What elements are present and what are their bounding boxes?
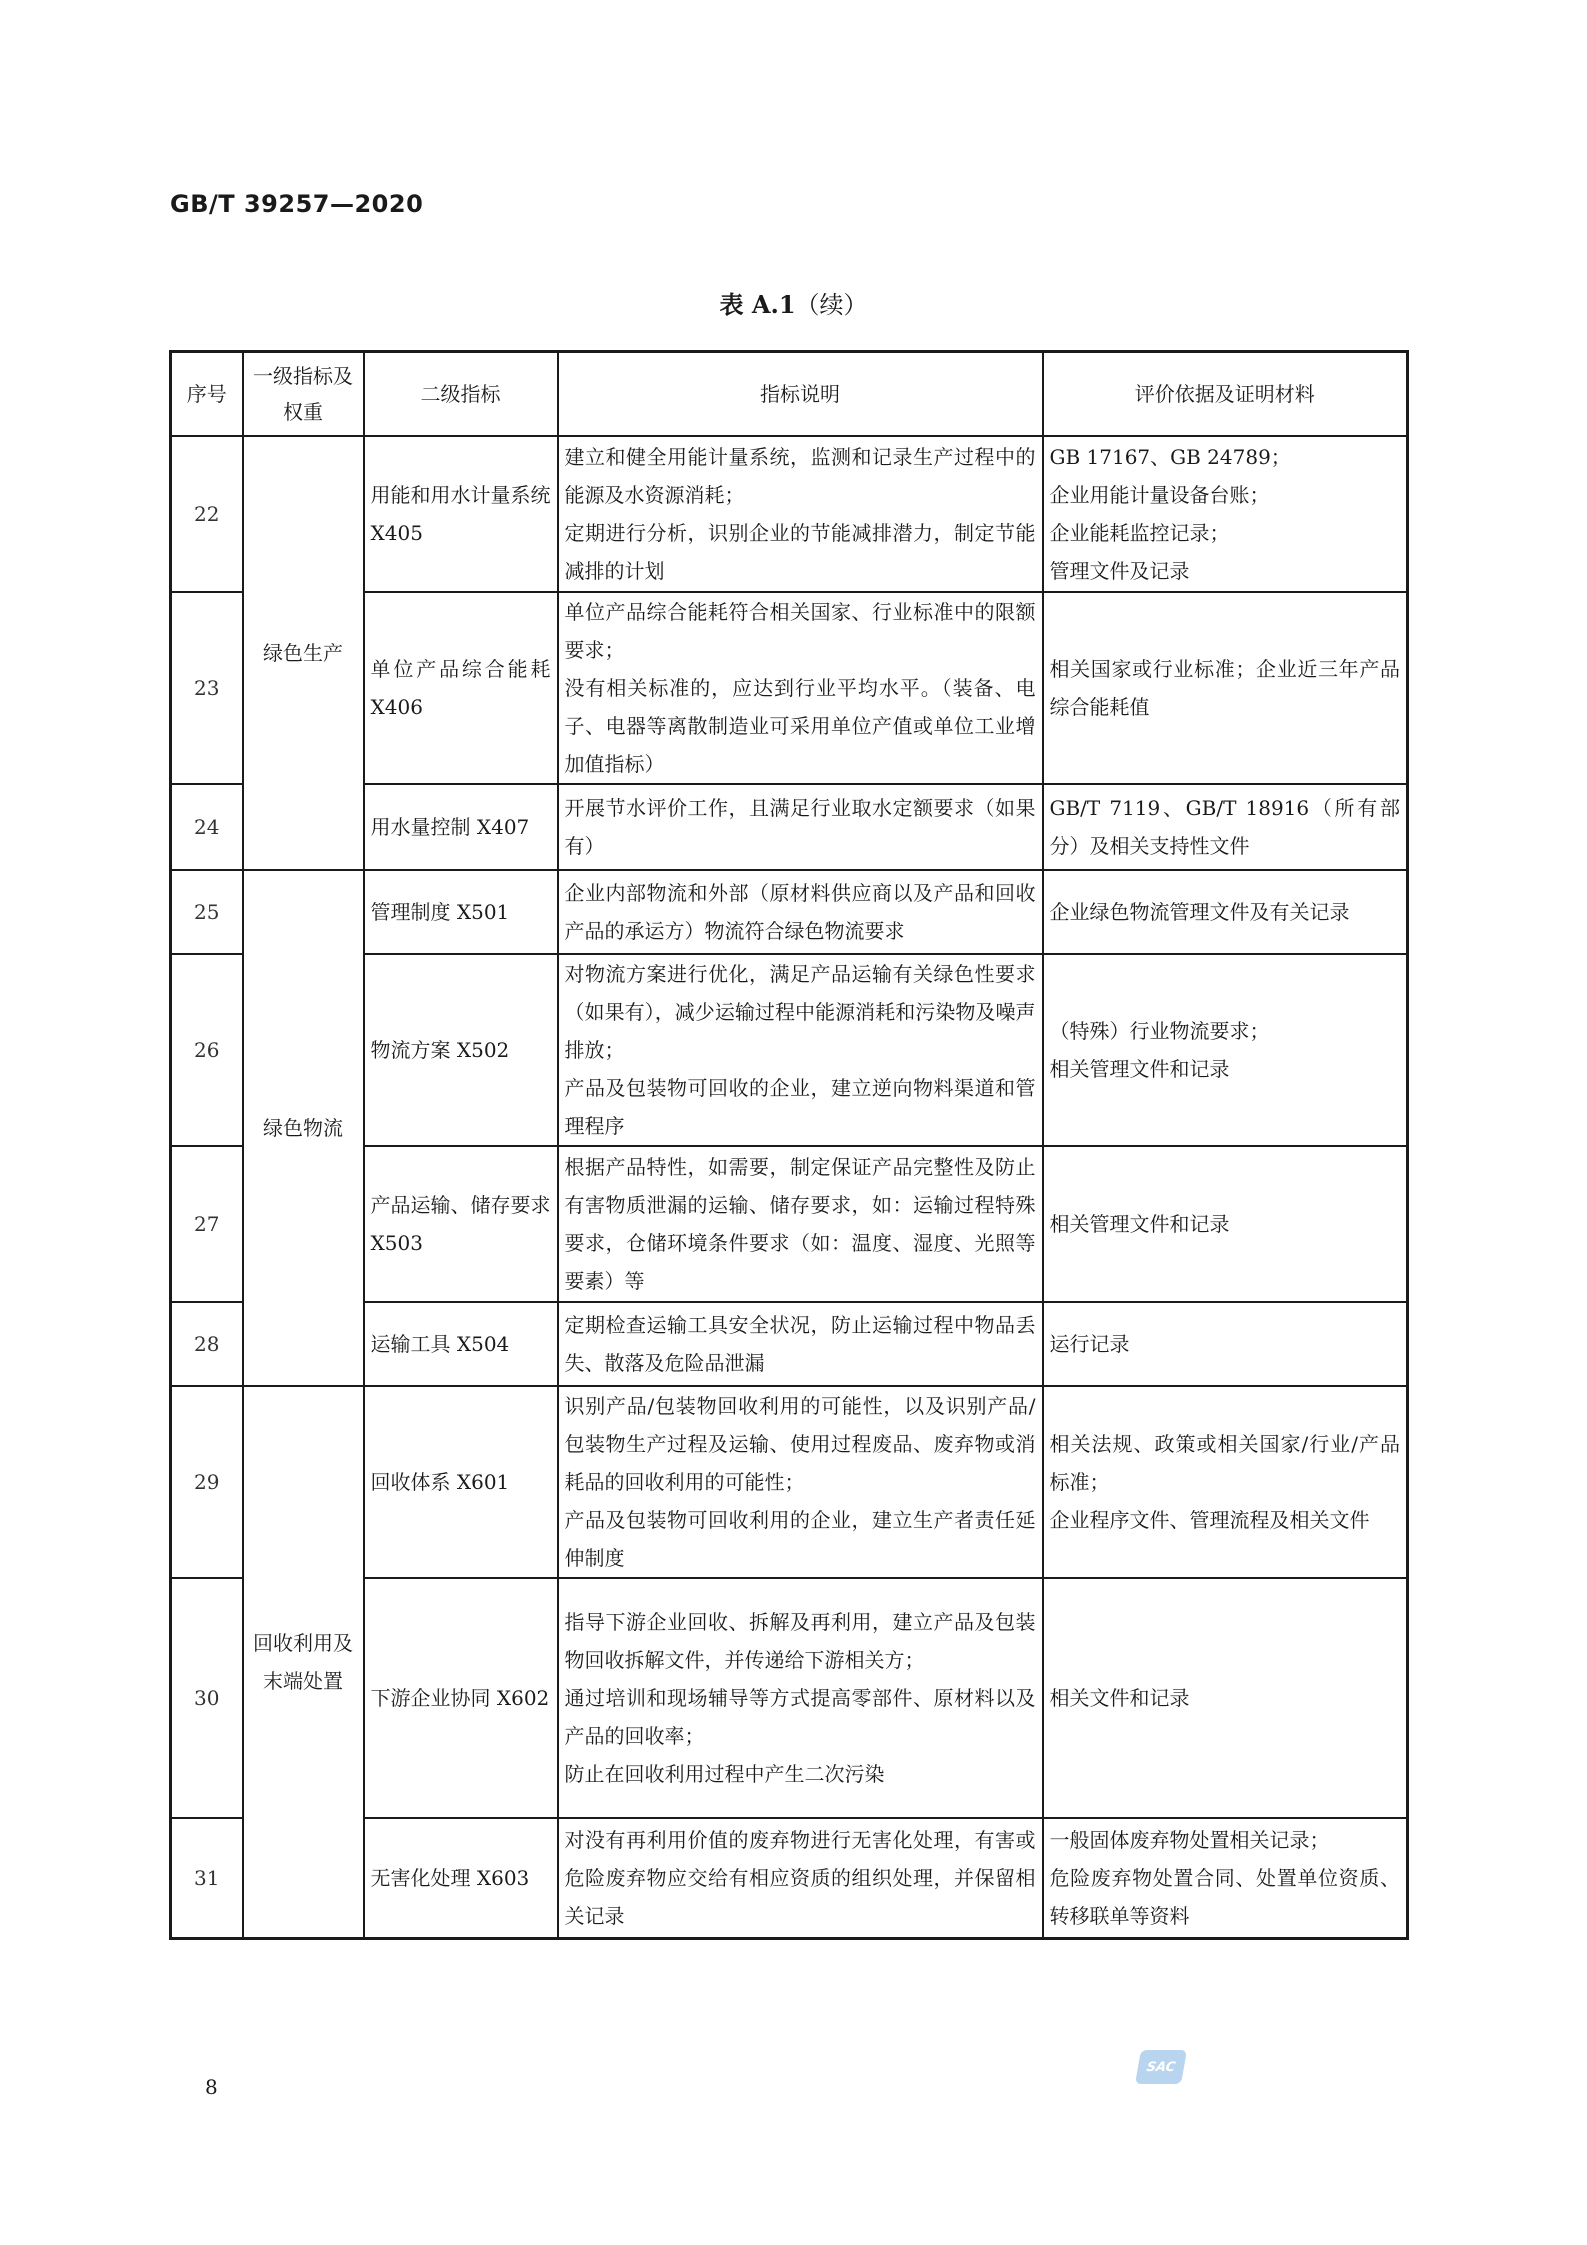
evidence-line: 相关管理文件和记录 [1049, 1057, 1230, 1081]
evidence-line: 企业用能计量设备台账； [1049, 483, 1270, 507]
row-number: 31 [171, 1818, 243, 1938]
indicator-description [558, 784, 1043, 870]
level1-indicator: 回收利用及末端处置 [243, 1386, 364, 1938]
table-title [0, 285, 1587, 320]
evidence-line: 企业能耗监控记录； [1049, 521, 1230, 545]
row-number: 27 [171, 1146, 243, 1302]
indicator-description [558, 1818, 1043, 1938]
level2-indicator: 单位产品综合能耗 X406 [364, 592, 558, 784]
indicator-table [169, 350, 1409, 1940]
evidence-line: 一般固体废弃物处置相关记录； [1049, 1827, 1330, 1852]
table-header-row [171, 352, 1408, 437]
level2-indicator: 管理制度 X501 [364, 870, 558, 954]
evidence-line: 企业程序文件、管理流程及相关文件 [1049, 1508, 1370, 1532]
evaluation-evidence [1043, 592, 1408, 784]
description-line: 通过培训和现场辅导等方式提高零部件、原材料以及产品的回收率； [564, 1686, 1036, 1748]
sac-logo [1135, 2050, 1187, 2084]
standard-code: GB/T 39257—2020 [170, 190, 424, 218]
description-line: 开展节水评价工作，且满足行业取水定额要求（如果有） [564, 796, 1036, 858]
indicator-description [558, 1578, 1043, 1818]
row-number: 30 [171, 1578, 243, 1818]
table-row [171, 1386, 1408, 1578]
evidence-line: 运行记录 [1049, 1332, 1130, 1356]
row-number: 25 [171, 870, 243, 954]
table-row [171, 436, 1408, 592]
evidence-line: 危险废弃物处置合同、处置单位资质、转移联单等资料 [1049, 1865, 1400, 1928]
col-header-level1 [243, 352, 364, 437]
evidence-line: 相关法规、政策或相关国家/行业/产品标准； [1049, 1432, 1400, 1494]
level1-indicator: 绿色物流 [243, 870, 364, 1386]
indicator-description [558, 1386, 1043, 1578]
evidence-line: GB 17167、GB 24789； [1049, 445, 1291, 469]
indicator-description [558, 954, 1043, 1146]
level2-indicator: 物流方案 X502 [364, 954, 558, 1146]
table-row [171, 870, 1408, 954]
description-line: 产品及包装物可回收利用的企业，建立生产者责任延伸制度 [564, 1508, 1036, 1570]
table-body [171, 436, 1408, 1938]
row-number: 28 [171, 1302, 243, 1386]
description-line: 单位产品综合能耗符合相关国家、行业标准中的限额要求； [564, 600, 1036, 662]
evaluation-evidence [1043, 954, 1408, 1146]
row-number: 26 [171, 954, 243, 1146]
evidence-line: 企业绿色物流管理文件及有关记录 [1049, 900, 1350, 924]
description-line: 对没有再利用价值的废弃物进行无害化处理，有害或危险废弃物应交给有相应资质的组织处理，并保留相关记录 [564, 1827, 1036, 1928]
evaluation-evidence [1043, 1146, 1408, 1302]
level2-indicator: 用能和用水计量系统 X405 [364, 436, 558, 592]
level2-indicator: 用水量控制 X407 [364, 784, 558, 870]
sac-logo-text: SAC [1145, 2059, 1177, 2075]
evidence-line: 相关国家或行业标准；企业近三年产品综合能耗值 [1049, 657, 1400, 719]
table-title-prefix: 表 A.1 [719, 290, 796, 319]
table-title-suffix: （续） [795, 291, 868, 319]
evaluation-evidence [1043, 784, 1408, 870]
col-header-desc: 指标说明 [558, 352, 1043, 437]
evaluation-evidence [1043, 1302, 1408, 1386]
level2-indicator: 无害化处理 X603 [364, 1818, 558, 1938]
evaluation-evidence [1043, 870, 1408, 954]
evaluation-evidence [1043, 1578, 1408, 1818]
description-line: 防止在回收利用过程中产生二次污染 [564, 1762, 885, 1786]
level2-indicator: 回收体系 X601 [364, 1386, 558, 1578]
level1-indicator: 绿色生产 [243, 436, 364, 870]
evidence-line: GB/T 7119、GB/T 18916（所有部分）及相关支持性文件 [1049, 796, 1400, 858]
evaluation-evidence [1043, 436, 1408, 592]
description-line: 没有相关标准的，应达到行业平均水平。（装备、电子、电器等离散制造业可采用单位产值或单位工业增加值指标） [564, 676, 1036, 776]
level2-indicator: 下游企业协同 X602 [364, 1578, 558, 1818]
indicator-description [558, 1146, 1043, 1302]
evaluation-evidence [1043, 1386, 1408, 1578]
indicator-description [558, 870, 1043, 954]
indicator-description [558, 1302, 1043, 1386]
description-line: 识别产品/包装物回收利用的可能性，以及识别产品/包装物生产过程及运输、使用过程废品、废弃物或消耗品的回收利用的可能性； [564, 1394, 1036, 1494]
col-header-level1-text: 一级指标及权重 [253, 364, 353, 424]
indicator-description [558, 592, 1043, 784]
col-header-num: 序号 [171, 352, 243, 437]
row-number: 24 [171, 784, 243, 870]
description-line: 根据产品特性，如需要，制定保证产品完整性及防止有害物质泄漏的运输、储存要求，如：运输过程特殊要求，仓储环境条件要求（如：温度、湿度、光照等要素）等 [564, 1155, 1036, 1293]
description-line: 企业内部物流和外部（原材料供应商以及产品和回收产品的承运方）物流符合绿色物流要求 [564, 881, 1036, 943]
evaluation-evidence [1043, 1818, 1408, 1938]
description-line: 建立和健全用能计量系统，监测和记录生产过程中的能源及水资源消耗； [564, 445, 1036, 507]
col-header-level2: 二级指标 [364, 352, 558, 437]
evidence-line: （特殊）行业物流要求； [1049, 1019, 1270, 1043]
description-line: 指导下游企业回收、拆解及再利用，建立产品及包装物回收拆解文件，并传递给下游相关方； [564, 1610, 1036, 1672]
indicator-description [558, 436, 1043, 592]
evidence-line: 管理文件及记录 [1049, 559, 1190, 583]
col-header-evidence: 评价依据及证明材料 [1043, 352, 1408, 437]
level2-indicator: 运输工具 X504 [364, 1302, 558, 1386]
evidence-line: 相关文件和记录 [1049, 1686, 1190, 1710]
description-line: 产品及包装物可回收的企业，建立逆向物料渠道和管理程序 [564, 1076, 1036, 1138]
description-line: 定期进行分析，识别企业的节能减排潜力，制定节能减排的计划 [564, 521, 1036, 583]
row-number: 23 [171, 592, 243, 784]
description-line: 对物流方案进行优化，满足产品运输有关绿色性要求（如果有），减少运输过程中能源消耗和污染物及噪声排放； [564, 962, 1036, 1062]
page-number: 8 [205, 2075, 218, 2099]
level2-indicator: 产品运输、储存要求 X503 [364, 1146, 558, 1302]
evidence-line: 相关管理文件和记录 [1049, 1212, 1230, 1236]
description-line: 定期检查运输工具安全状况，防止运输过程中物品丢失、散落及危险品泄漏 [564, 1313, 1036, 1375]
row-number: 29 [171, 1386, 243, 1578]
row-number: 22 [171, 436, 243, 592]
